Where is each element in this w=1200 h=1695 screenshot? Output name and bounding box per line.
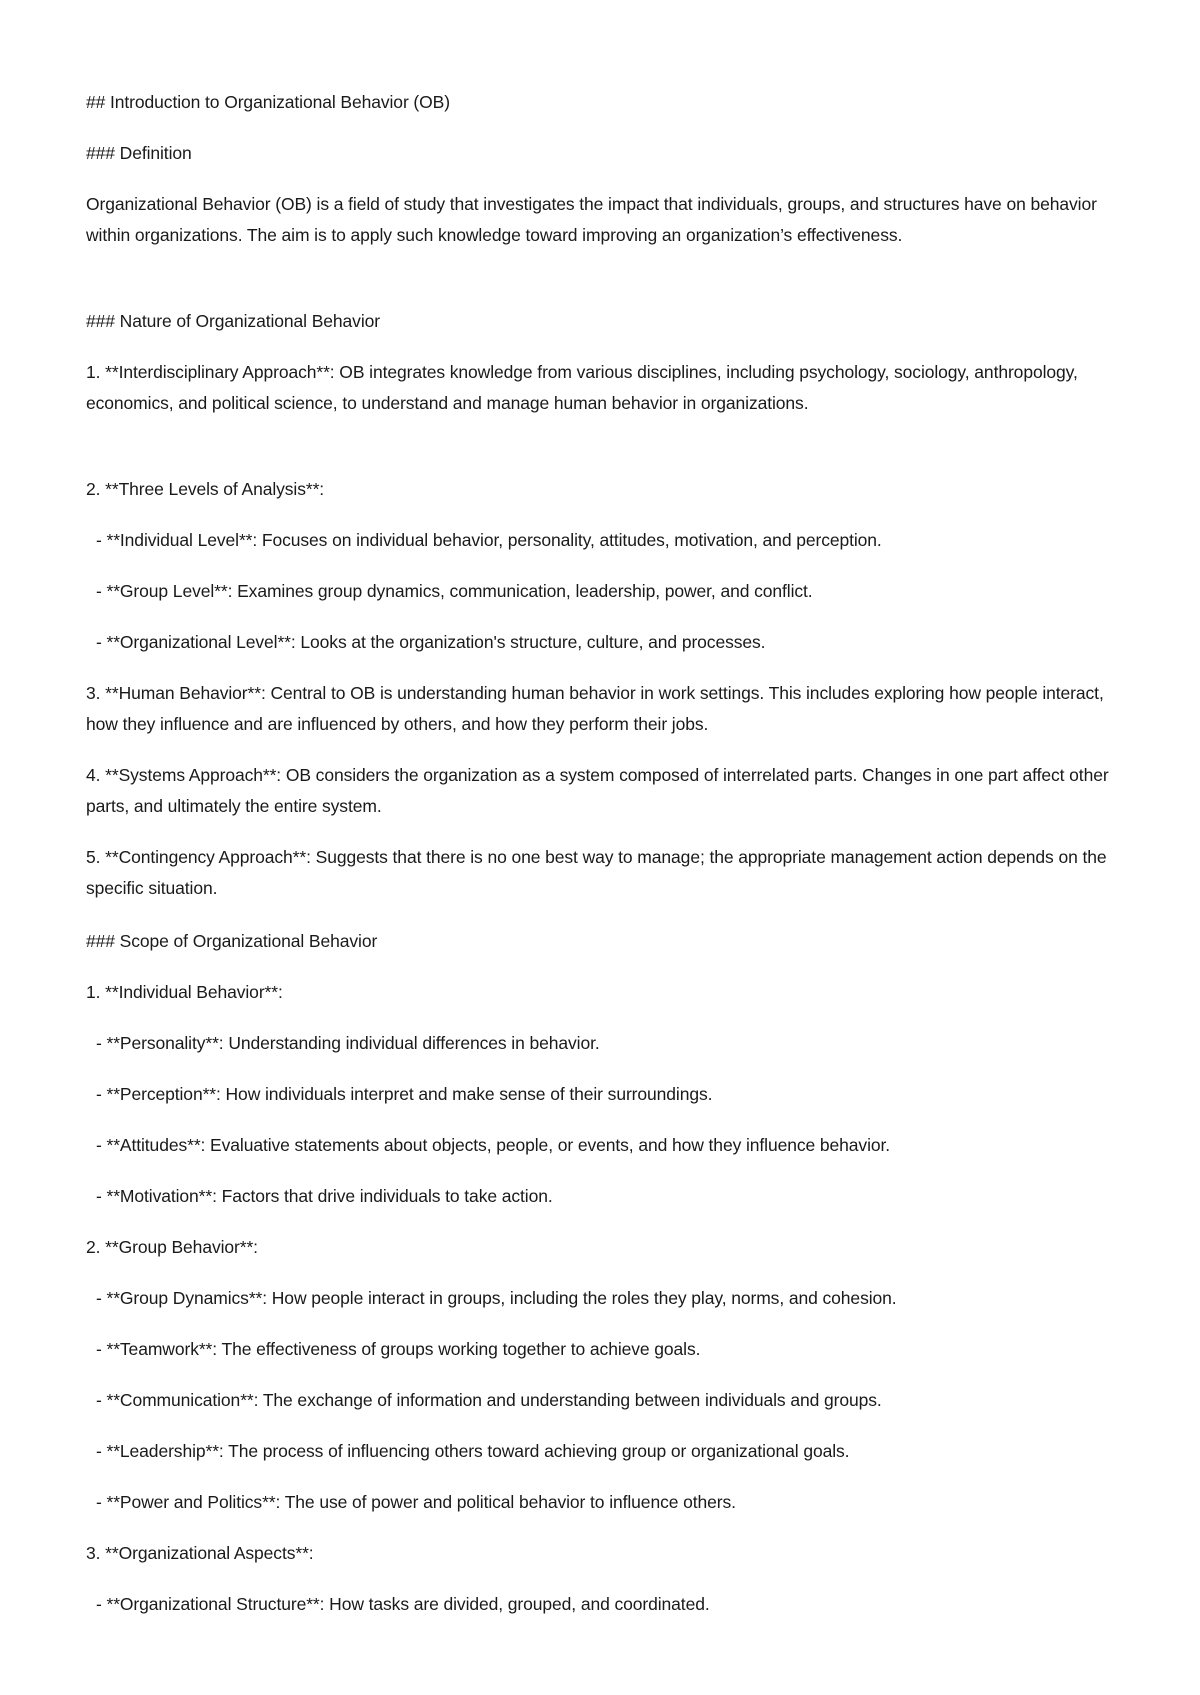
scope-item-1-motivation: - **Motivation**: Factors that drive individuals to take action. [96,1186,553,1206]
nature-item-3: 3. **Human Behavior**: Central to OB is understanding human behavior in work settings. This includes exploring how people interact, how they influence and are influenced by others, and how they perform their jobs. [86,683,1104,734]
nature-item-2: 2. **Three Levels of Analysis**: [86,479,325,499]
nature-item-2-organizational-level: - **Organizational Level**: Looks at the organization's structure, culture, and processes. [96,632,766,652]
nature-item-2-group-level: - **Group Level**: Examines group dynamics, communication, leadership, power, and conflict. [96,581,813,601]
scope-item-2-leadership: - **Leadership**: The process of influencing others toward achieving group or organizational goals. [96,1441,850,1461]
heading-introduction: ## Introduction to Organizational Behavior (OB) [86,92,450,112]
definition-paragraph: Organizational Behavior (OB) is a field of study that investigates the impact that individuals, groups, and structures have on behavior within organizations. The aim is to apply such knowledge toward improving an organization’s effectiveness. [86,194,1097,245]
heading-scope: ### Scope of Organizational Behavior [86,931,378,951]
scope-item-1-attitudes: - **Attitudes**: Evaluative statements about objects, people, or events, and how they influence behavior. [96,1135,891,1155]
scope-item-2-communication: - **Communication**: The exchange of information and understanding between individuals and groups. [96,1390,882,1410]
scope-item-1: 1. **Individual Behavior**: [86,982,283,1002]
scope-item-2-power-and-politics: - **Power and Politics**: The use of power and political behavior to influence others. [96,1492,736,1512]
scope-item-2: 2. **Group Behavior**: [86,1237,258,1257]
scope-item-1-perception: - **Perception**: How individuals interpret and make sense of their surroundings. [96,1084,713,1104]
nature-item-1: 1. **Interdisciplinary Approach**: OB integrates knowledge from various disciplines, including psychology, sociology, anthropology, economics, and political science, to understand and manage human behavior in organizations. [86,362,1078,413]
scope-item-3: 3. **Organizational Aspects**: [86,1543,314,1563]
heading-definition: ### Definition [86,143,192,163]
heading-nature: ### Nature of Organizational Behavior [86,311,380,331]
scope-item-2-teamwork: - **Teamwork**: The effectiveness of groups working together to achieve goals. [96,1339,701,1359]
scope-item-1-personality: - **Personality**: Understanding individual differences in behavior. [96,1033,600,1053]
nature-item-2-individual-level: - **Individual Level**: Focuses on individual behavior, personality, attitudes, motivation, and perception. [96,530,882,550]
nature-item-4: 4. **Systems Approach**: OB considers the organization as a system composed of interrelated parts. Changes in one part affect other parts, and ultimately the entire system. [86,765,1109,816]
scope-item-3-organizational-structure: - **Organizational Structure**: How tasks are divided, grouped, and coordinated. [96,1594,710,1614]
nature-item-5: 5. **Contingency Approach**: Suggests that there is no one best way to manage; the appropriate management action depends on the specific situation. [86,847,1107,898]
scope-item-2-group-dynamics: - **Group Dynamics**: How people interact in groups, including the roles they play, norms, and cohesion. [96,1288,897,1308]
